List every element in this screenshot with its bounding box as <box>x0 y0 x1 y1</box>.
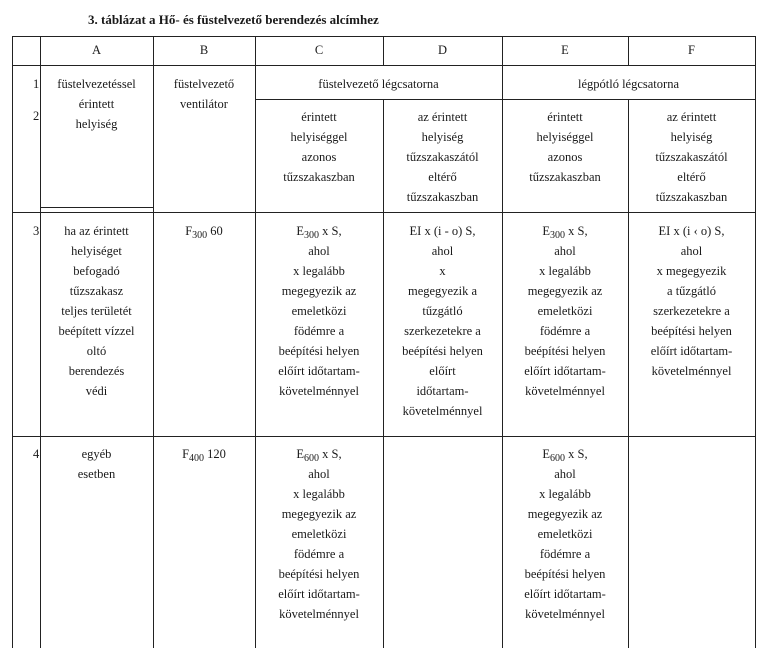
header-cell-e <box>502 107 628 187</box>
header-f-line: az érintett <box>666 110 717 124</box>
row3-f-line: beépítési helyen <box>651 324 732 338</box>
header-c-line: tűzszakaszban <box>283 170 355 184</box>
row4-c-line: beépítési helyen <box>278 567 360 581</box>
column-header-b: B <box>199 43 209 57</box>
row3-a-line: beépített vízzel <box>58 324 135 338</box>
row4-a-line: esetben <box>77 467 116 481</box>
row4-e-line: födémre a <box>539 547 591 561</box>
row3-a-line: ha az érintett <box>64 224 129 238</box>
rating-letter: E <box>542 447 551 461</box>
rating-letter: E <box>542 224 551 238</box>
header-f-line: helyiség <box>670 130 713 144</box>
column-header-f: F <box>688 43 695 57</box>
row4-c-line: emeletközi <box>291 527 347 541</box>
row3-cell-d <box>383 221 502 421</box>
row3-c-line: követelménnyel <box>279 384 359 398</box>
header-f-line: tűzszakaszban <box>655 190 728 204</box>
rating-letter: F <box>185 224 193 238</box>
row4-e-line: ahol <box>554 467 576 481</box>
row3-e-line: x legalább <box>539 264 591 278</box>
row3-a-line: oltó <box>86 344 107 358</box>
rating-subscript: 400 <box>189 453 205 464</box>
rating-subscript: 600 <box>304 453 320 464</box>
header-d-line: tűzszakaszban <box>406 190 479 204</box>
row3-f-line: követelménnyel <box>651 364 732 378</box>
row4-a-line: egyéb <box>81 447 112 461</box>
header-e-line: helyiséggel <box>536 130 594 144</box>
column-header-c: C <box>314 43 324 57</box>
row4-c-line: födémre a <box>293 547 345 561</box>
row3-d-line: időtartam- <box>416 384 469 398</box>
row3-a-line: védi <box>85 384 108 398</box>
header-a-line: füstelvezetéssel <box>57 77 136 91</box>
row3-cell-c <box>255 221 383 401</box>
header-d-line: tűzszakaszától <box>406 150 479 164</box>
row3-a-line: teljes területét <box>61 304 132 318</box>
row4-c-line: ahol <box>308 467 330 481</box>
header-group-flue-duct: füstelvezető légcsatorna <box>318 77 439 91</box>
row3-d-line: beépítési helyen <box>402 344 483 358</box>
row3-a-line: tűzszakasz <box>69 284 124 298</box>
row3-d-line: előírt <box>429 364 456 378</box>
row3-a-line: befogadó <box>73 264 120 278</box>
row3-c-line: előírt időtartam- <box>278 364 360 378</box>
header-d-line: helyiség <box>421 130 464 144</box>
header-e-line: azonos <box>547 150 583 164</box>
rating-line <box>255 444 383 464</box>
rating-suffix: x S, <box>319 224 342 238</box>
rating-letter: F <box>182 447 190 461</box>
header-cell-a <box>40 74 153 134</box>
row3-c-line: x legalább <box>293 264 345 278</box>
row-number-3: 3 <box>33 224 40 238</box>
row4-c-line: követelménnyel <box>279 607 359 621</box>
row4-cell-a <box>40 444 153 484</box>
header-a-line: érintett <box>78 97 115 111</box>
row3-e-line: ahol <box>554 244 576 258</box>
row4-e-line: előírt időtartam- <box>524 587 606 601</box>
row3-c-line: emeletközi <box>291 304 347 318</box>
row3-f-line: a tűzgátló <box>667 284 716 298</box>
row3-f-line: előírt időtartam- <box>650 344 733 358</box>
row4-e-line: megegyezik az <box>527 507 603 521</box>
row3-cell-f <box>628 221 755 381</box>
row4-cell-b <box>153 444 255 464</box>
rating-letter: E <box>296 224 305 238</box>
header-b-line: füstelvezető <box>173 77 235 91</box>
row3-d-line: EI x (i - o) S, <box>409 224 476 238</box>
header-d-line: eltérő <box>428 170 457 184</box>
row3-e-line: követelménnyel <box>525 384 605 398</box>
header-c-line: azonos <box>301 150 337 164</box>
header-c-line: helyiséggel <box>290 130 348 144</box>
row4-c-line: megegyezik az <box>281 507 357 521</box>
rating-subscript: 300 <box>304 230 320 241</box>
row4-e-line: beépítési helyen <box>524 567 606 581</box>
row3-cell-e <box>502 221 628 401</box>
row3-c-line: beépítési helyen <box>278 344 360 358</box>
header-b-line: ventilátor <box>180 97 228 111</box>
header-a-line: helyiség <box>75 117 118 131</box>
rating-line <box>502 444 628 464</box>
header-e-line: tűzszakaszban <box>529 170 601 184</box>
header-f-line: eltérő <box>677 170 706 184</box>
rating-subscript: 600 <box>550 453 566 464</box>
row3-d-line: megegyezik a <box>407 284 478 298</box>
rating-line <box>502 221 628 241</box>
column-header-e: E <box>561 43 569 57</box>
row3-e-line: födémre a <box>539 324 591 338</box>
column-header-d: D <box>437 43 448 57</box>
row3-d-line: követelménnyel <box>402 404 483 418</box>
row3-e-line: emeletközi <box>537 304 593 318</box>
row3-f-line: szerkezetekre a <box>653 304 730 318</box>
row3-a-line: helyiséget <box>71 244 122 258</box>
header-cell-f <box>628 107 755 207</box>
rating-suffix: 120 <box>204 447 226 461</box>
header-f-line: tűzszakaszától <box>655 150 728 164</box>
row3-d-line: ahol <box>431 244 454 258</box>
column-header-a: A <box>91 43 102 57</box>
header-group-supply-duct: légpótló légcsatorna <box>577 77 679 91</box>
row3-d-line: x <box>439 264 446 278</box>
row3-e-line: előírt időtartam- <box>524 364 606 378</box>
rating-suffix: x S, <box>319 447 342 461</box>
header-c-line: érintett <box>301 110 337 124</box>
row3-c-line: megegyezik az <box>281 284 357 298</box>
row4-c-line: x legalább <box>293 487 345 501</box>
table-title: 3. táblázat a Hő- és füstelvezető berendezés alcímhez <box>88 12 379 27</box>
row3-a-line: berendezés <box>68 364 125 378</box>
row3-c-line: födémre a <box>293 324 345 338</box>
row3-cell-a <box>40 221 153 401</box>
row3-cell-b <box>153 221 255 241</box>
row4-e-line: x legalább <box>539 487 591 501</box>
row3-c-line: ahol <box>308 244 330 258</box>
row4-cell-e <box>502 444 628 624</box>
row3-f-line: EI x (i ‹ o) S, <box>658 224 725 238</box>
row4-e-line: emeletközi <box>537 527 593 541</box>
rating-letter: E <box>296 447 305 461</box>
rating-suffix: x S, <box>565 447 588 461</box>
row3-f-line: ahol <box>680 244 703 258</box>
rating-suffix: x S, <box>565 224 588 238</box>
rating-line <box>255 221 383 241</box>
header-d-line: az érintett <box>417 110 468 124</box>
rating-subscript: 300 <box>550 230 566 241</box>
header-cell-d <box>383 107 502 207</box>
row3-e-line: beépítési helyen <box>524 344 606 358</box>
row3-d-line: szerkezetekre a <box>404 324 481 338</box>
row3-e-line: megegyezik az <box>527 284 603 298</box>
rating-suffix: 60 <box>207 224 223 238</box>
row-number-2: 2 <box>33 109 40 123</box>
row3-f-line: x megegyezik <box>656 264 727 278</box>
rating-subscript: 300 <box>192 230 208 241</box>
header-cell-c <box>255 107 383 187</box>
row4-e-line: követelménnyel <box>525 607 605 621</box>
header-e-line: érintett <box>547 110 583 124</box>
row4-cell-c <box>255 444 383 624</box>
row3-d-line: tűzgátló <box>422 304 463 318</box>
row-number-4: 4 <box>33 447 40 461</box>
row-number-1: 1 <box>33 77 40 91</box>
header-cell-b <box>153 74 255 114</box>
row4-c-line: előírt időtartam- <box>278 587 360 601</box>
